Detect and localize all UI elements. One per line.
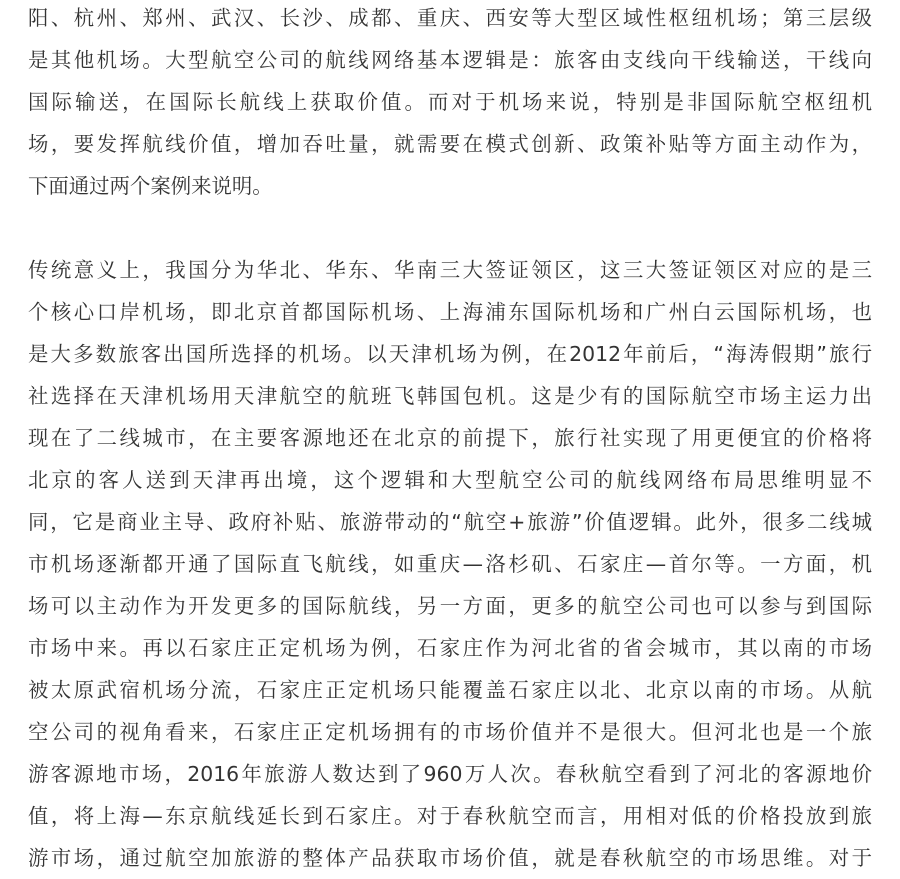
text-line: 空公司的视角看来，石家庄正定机场拥有的市场价值并不是很大。但河北也是一个旅 [28,720,872,744]
text-line: 北京的客人送到天津再出境，这个逻辑和大型航空公司的航线网络布局思维明显不 [28,468,872,492]
paragraph-spacer [28,207,872,249]
text-line: 社选择在天津机场用天津航空的航班飞韩国包机。这是少有的国际航空市场主运力出 [28,384,872,408]
paragraph-2 [28,249,872,879]
text-line: 场可以主动作为开发更多的国际航线，另一方面，更多的航空公司也可以参与到国际 [28,594,872,618]
article-body [28,0,872,879]
text-line: 被太原武宿机场分流，石家庄正定机场只能覆盖石家庄以北、北京以南的市场。从航 [28,678,872,702]
text-line: 下面通过两个案例来说明。 [28,174,273,198]
text-line: 阳、杭州、郑州、武汉、长沙、成都、重庆、西安等大型区域性枢纽机场；第三层级 [28,6,872,30]
text-line: 同，它是商业主导、政府补贴、旅游带动的“航空+旅游”价值逻辑。此外，很多二线城 [28,510,872,534]
text-line: 市机场逐渐都开通了国际直飞航线，如重庆—洛杉矶、石家庄—首尔等。一方面，机 [28,552,872,576]
text-line: 是其他机场。大型航空公司的航线网络基本逻辑是：旅客由支线向干线输送，干线向 [28,48,872,72]
text-line: 现在了二线城市，在主要客源地还在北京的前提下，旅行社实现了用更便宜的价格将 [28,426,872,450]
text-line: 值，将上海—东京航线延长到石家庄。对于春秋航空而言，用相对低的价格投放到旅 [28,804,872,828]
text-line: 场，要发挥航线价值，增加吞吐量，就需要在模式创新、政策补贴等方面主动作为， [28,132,872,156]
paragraph-1 [28,0,872,207]
text-line: 传统意义上，我国分为华北、华东、华南三大签证领区，这三大签证领区对应的是三 [28,258,872,282]
text-line: 市场中来。再以石家庄正定机场为例，石家庄作为河北省的省会城市，其以南的市场 [28,636,872,660]
text-line: 游客源地市场，2016年旅游人数达到了960万人次。春秋航空看到了河北的客源地价 [28,762,872,786]
text-line: 国际输送，在国际长航线上获取价值。而对于机场来说，特别是非国际航空枢纽机 [28,90,872,114]
text-line: 个核心口岸机场，即北京首都国际机场、上海浦东国际机场和广州白云国际机场，也 [28,300,872,324]
text-line: 是大多数旅客出国所选择的机场。以天津机场为例，在2012年前后，“海涛假期”旅行 [28,342,872,366]
text-line: 游市场，通过航空加旅游的整体产品获取市场价值，就是春秋航空的市场思维。对于 [28,846,872,870]
